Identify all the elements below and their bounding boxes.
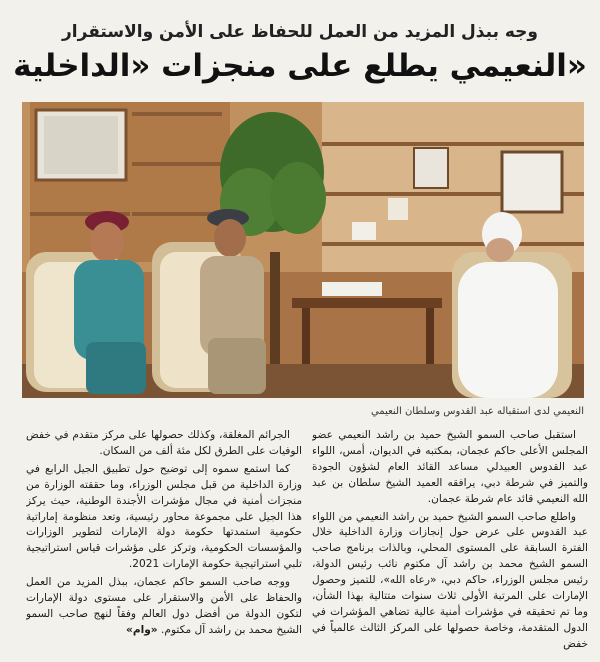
article-kicker: وجه ببذل المزيد من العمل للحفاظ على الأمن والاستقرار xyxy=(62,22,538,42)
paragraph: واطلع صاحب السمو الشيخ حميد بن راشد النعيمي من اللواء عبد القدوس على عرض حول إنجازات وزارة الداخلية خلال الفترة السابقة على المستوى المحلي، وبالذات برنامج صاحب السمو الشيخ محمد بن راشد آل مكتوم نائب رئيس الدولة، رئيس مجلس الوزراء، حاكم دبي، «رعاه الله»، للتميز وحصول الإمارات على المرتبة الأولى ثلاث سنوات متتالية بهذا الشأن، وما تم تحقيقه في مؤشرات أمنية عالية تضاهي المؤشرات في الدول المتقدمة، وخاصة حصولها على المركز الثالث عالمياً في خفض xyxy=(312,510,588,650)
paragraph: كما استمع سموه إلى توضيح حول تطبيق الجيل الرابع في وزارة الداخلية من قبل مجلس الوزراء، وما حققته الوزارة من منجزات أمنية في مجال مؤشرات الأجندة الوطنية، حيث يركز هذا الجيل على مجموعة محاور رئيسية، وتعد منظومة إماراتية حكومية استمدتها حكومة دولة الإمارات لتطوير الوزارات والمؤسسات الحكومية، وتركز على مؤشرات قياس استراتيجية تلبي استراتيجية حكومة الإمارات 2021. xyxy=(26,462,302,571)
news-source: «وام» xyxy=(125,623,158,636)
photo-caption: النعيمي لدى استقباله عبد القدوس وسلطان النعيمي xyxy=(370,406,584,417)
article-headline: النعيمي يطلع على منجزات «الداخلية» xyxy=(13,48,587,84)
article-photo xyxy=(22,102,584,398)
paragraph xyxy=(26,575,302,639)
paragraph: استقبل صاحب السمو الشيخ حميد بن راشد النعيمي عضو المجلس الأعلى حاكم عجمان، بمكتبه في الديوان، أمس، اللواء عبد القدوس العبيدلي مساعد القائد العام لشؤون الجودة والتميز في شرطة دبي، يرافقه العميد الشيخ سلطان بن عبد الله النعيمي قائد عام شرطة عجمان. xyxy=(312,429,588,505)
paragraph-text: ووجه صاحب السمو حاكم عجمان، ببذل المزيد من العمل والحفاظ على الأمن والاستقرار على مستوى دولة الإمارات لتكون الدولة من أفضل دول العالم وفقاً لنهج صاحب السمو الشيخ محمد بن راشد آل مكتوم. xyxy=(26,576,302,636)
paragraph: الجرائم المغلقة، وكذلك حصولها على مركز متقدم في خفض الوفيات على الطرق لكل مئة ألف من السكان. xyxy=(26,429,302,457)
article-column-right xyxy=(312,428,588,654)
article-column-left xyxy=(26,428,302,654)
